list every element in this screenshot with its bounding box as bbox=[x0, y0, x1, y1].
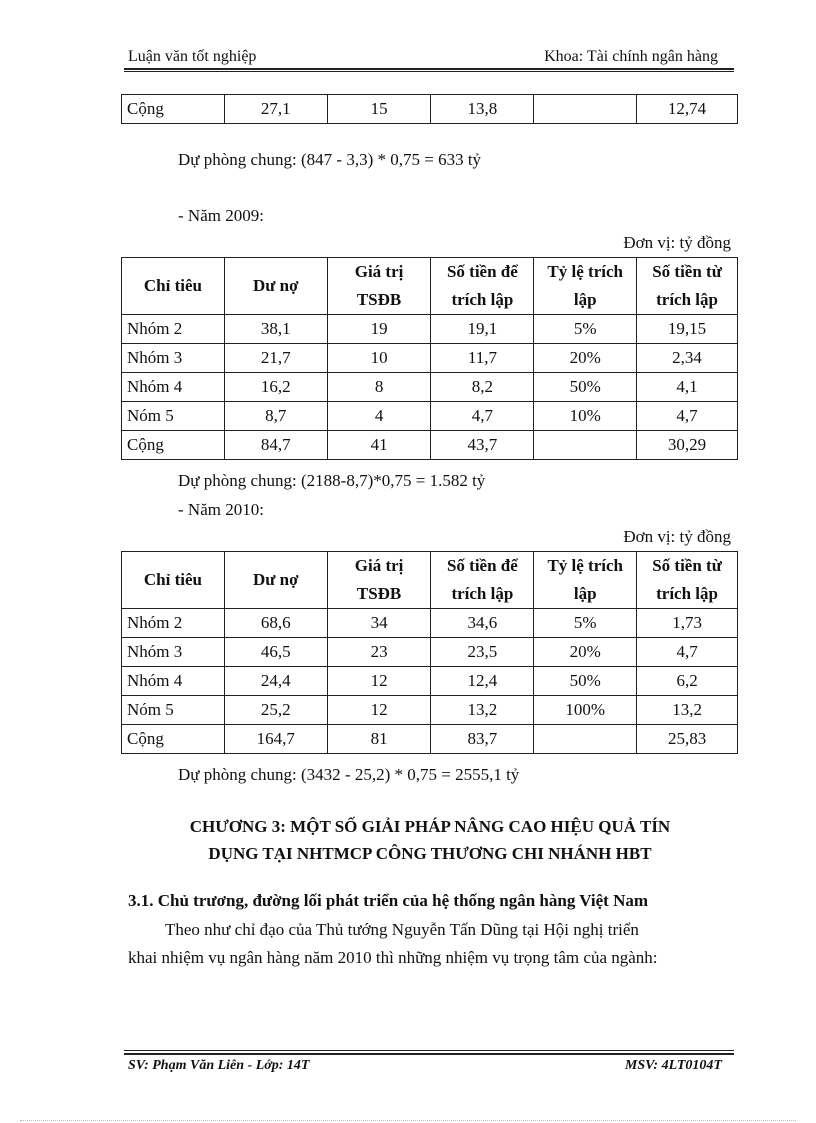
table-cell: 20% bbox=[534, 638, 637, 667]
table-cell: 11,7 bbox=[431, 344, 534, 373]
table-cell: 34,6 bbox=[431, 609, 534, 638]
table-cell: 8,2 bbox=[431, 373, 534, 402]
header-line: Số tiền để bbox=[446, 262, 518, 281]
table-row bbox=[122, 667, 738, 696]
col-header-outstanding: Dư nợ bbox=[224, 552, 327, 609]
year-2010-label: - Năm 2010: bbox=[178, 500, 264, 519]
table-cell: 4 bbox=[327, 402, 431, 431]
unit-label-2010: Đơn vị: tỷ đồng bbox=[623, 527, 731, 546]
table-cell: 10 bbox=[327, 344, 431, 373]
table-row bbox=[122, 696, 738, 725]
top-summary-table bbox=[121, 94, 738, 124]
year-2009-label: - Năm 2009: bbox=[178, 206, 264, 225]
col-header-indicator: Chỉ tiêu bbox=[122, 552, 225, 609]
section-heading: 3.1. Chủ trương, đường lối phát triển của hệ thống ngân hàng Việt Nam bbox=[128, 891, 649, 910]
table-cell: 13,2 bbox=[637, 696, 738, 725]
table-cell: 12,4 bbox=[431, 667, 534, 696]
chapter-title-line-2: DỤNG TẠI NHTMCP CÔNG THƯƠNG CHI NHÁNH HBT bbox=[208, 844, 652, 863]
header-line: lập bbox=[573, 290, 597, 309]
table-2010 bbox=[121, 551, 738, 754]
table-cell: 24,4 bbox=[224, 667, 327, 696]
table-cell: 15 bbox=[327, 95, 431, 124]
page-edge-dotted bbox=[20, 1120, 796, 1121]
col-header-rate bbox=[534, 258, 637, 315]
header-line: trích lập bbox=[656, 584, 718, 603]
table-cell bbox=[534, 725, 637, 754]
table-cell: 68,6 bbox=[224, 609, 327, 638]
table-cell: 30,29 bbox=[637, 431, 738, 460]
table-cell: 12 bbox=[327, 667, 431, 696]
header-line: TSĐB bbox=[356, 290, 402, 309]
header-line: Tỷ lệ trích bbox=[547, 556, 623, 575]
table-cell: 25,83 bbox=[637, 725, 738, 754]
header-line: trích lập bbox=[656, 290, 718, 309]
table-header-row bbox=[122, 258, 738, 315]
header-line: Số tiền từ bbox=[652, 556, 722, 575]
table-cell: Nhóm 4 bbox=[122, 373, 225, 402]
header-left: Luận văn tốt nghiệp bbox=[128, 48, 257, 65]
table-cell: 164,7 bbox=[224, 725, 327, 754]
table-cell: 10% bbox=[534, 402, 637, 431]
table-cell: Nhóm 3 bbox=[122, 638, 225, 667]
chapter-title-line-1: CHƯƠNG 3: MỘT SỐ GIẢI PHÁP NÂNG CAO HIỆU QUẢ TÍN bbox=[189, 817, 671, 836]
table-cell: 13,8 bbox=[431, 95, 534, 124]
table-cell: 1,73 bbox=[637, 609, 738, 638]
header-line: Tỷ lệ trích bbox=[547, 262, 623, 281]
header-line: Giá trị bbox=[354, 556, 404, 575]
table-cell: 81 bbox=[327, 725, 431, 754]
table-row bbox=[122, 344, 738, 373]
col-header-provision bbox=[637, 552, 738, 609]
table-cell: Cộng bbox=[122, 95, 225, 124]
table-cell: Nóm 5 bbox=[122, 696, 225, 725]
table-cell: 25,2 bbox=[224, 696, 327, 725]
col-header-provision bbox=[637, 258, 738, 315]
col-header-rate bbox=[534, 552, 637, 609]
header-line: TSĐB bbox=[356, 584, 402, 603]
table-cell: Nhóm 4 bbox=[122, 667, 225, 696]
table-cell: Nhóm 2 bbox=[122, 315, 225, 344]
table-cell: 4,7 bbox=[637, 402, 738, 431]
unit-label-2009: Đơn vị: tỷ đồng bbox=[623, 233, 731, 252]
table-header-row bbox=[122, 552, 738, 609]
table-cell: 41 bbox=[327, 431, 431, 460]
col-header-outstanding: Dư nợ bbox=[224, 258, 327, 315]
table-cell: 50% bbox=[534, 667, 637, 696]
table-cell: 50% bbox=[534, 373, 637, 402]
footer-right: MSV: 4LT0104T bbox=[624, 1058, 722, 1073]
provision-2010-line: Dự phòng chung: (3432 - 25,2) * 0,75 = 2555,1 tỷ bbox=[178, 765, 520, 784]
header-line: Số tiền từ bbox=[652, 262, 722, 281]
col-header-collateral bbox=[327, 258, 431, 315]
table-cell: 19,1 bbox=[431, 315, 534, 344]
footer-rule bbox=[124, 1050, 734, 1051]
table-row bbox=[122, 609, 738, 638]
provision-2009-line: Dự phòng chung: (2188-8,7)*0,75 = 1.582 tỷ bbox=[178, 471, 486, 490]
table-cell: Nóm 5 bbox=[122, 402, 225, 431]
header-rule bbox=[124, 68, 734, 70]
footer-rule-thick bbox=[124, 1053, 734, 1055]
col-header-collateral bbox=[327, 552, 431, 609]
table-cell: 12,74 bbox=[637, 95, 738, 124]
paragraph-line-2: khai nhiệm vụ ngân hàng năm 2010 thì những nhiệm vụ trọng tâm của ngành: bbox=[128, 948, 658, 967]
paragraph-line-1: Theo như chỉ đạo của Thủ tướng Nguyễn Tấn Dũng tại Hội nghị triển bbox=[165, 920, 639, 939]
table-cell: 34 bbox=[327, 609, 431, 638]
footer-left: SV: Phạm Văn Liên - Lớp: 14T bbox=[128, 1058, 310, 1073]
header-line: lập bbox=[573, 584, 597, 603]
table-cell: Nhóm 2 bbox=[122, 609, 225, 638]
table-cell: 100% bbox=[534, 696, 637, 725]
col-header-base-amount bbox=[431, 258, 534, 315]
table-row bbox=[122, 95, 738, 124]
col-header-base-amount bbox=[431, 552, 534, 609]
table-cell: 27,1 bbox=[224, 95, 327, 124]
table-cell: 46,5 bbox=[224, 638, 327, 667]
table-cell: 4,1 bbox=[637, 373, 738, 402]
header-line: trích lập bbox=[451, 584, 514, 603]
table-row bbox=[122, 373, 738, 402]
table-row bbox=[122, 638, 738, 667]
table-cell: 2,34 bbox=[637, 344, 738, 373]
table-cell: 19,15 bbox=[637, 315, 738, 344]
table-cell: 84,7 bbox=[224, 431, 327, 460]
table-cell: 83,7 bbox=[431, 725, 534, 754]
table-cell: 19 bbox=[327, 315, 431, 344]
table-cell: 4,7 bbox=[637, 638, 738, 667]
table-cell: 13,2 bbox=[431, 696, 534, 725]
table-cell bbox=[534, 431, 637, 460]
table-cell: 4,7 bbox=[431, 402, 534, 431]
table-cell: 23,5 bbox=[431, 638, 534, 667]
header-line: Giá trị bbox=[354, 262, 404, 281]
table-cell: Nhóm 3 bbox=[122, 344, 225, 373]
table-cell: 12 bbox=[327, 696, 431, 725]
table-cell: 6,2 bbox=[637, 667, 738, 696]
table-row bbox=[122, 315, 738, 344]
table-cell bbox=[534, 95, 637, 124]
header-right: Khoa: Tài chính ngân hàng bbox=[544, 48, 718, 65]
col-header-indicator: Chỉ tiêu bbox=[122, 258, 225, 315]
table-cell: 5% bbox=[534, 609, 637, 638]
header-line: Số tiền để bbox=[446, 556, 518, 575]
table-cell: 8,7 bbox=[224, 402, 327, 431]
table-row bbox=[122, 431, 738, 460]
table-cell: Cộng bbox=[122, 725, 225, 754]
table-cell: Cộng bbox=[122, 431, 225, 460]
table-2009 bbox=[121, 257, 738, 460]
table-cell: 16,2 bbox=[224, 373, 327, 402]
table-cell: 20% bbox=[534, 344, 637, 373]
table-cell: 21,7 bbox=[224, 344, 327, 373]
table-cell: 8 bbox=[327, 373, 431, 402]
table-cell: 43,7 bbox=[431, 431, 534, 460]
table-cell: 5% bbox=[534, 315, 637, 344]
table-row bbox=[122, 725, 738, 754]
table-cell: 23 bbox=[327, 638, 431, 667]
header-rule-thin bbox=[124, 71, 734, 72]
provision-2008-line: Dự phòng chung: (847 - 3,3) * 0,75 = 633 tỷ bbox=[178, 150, 482, 169]
table-cell: 38,1 bbox=[224, 315, 327, 344]
table-row bbox=[122, 402, 738, 431]
header-line: trích lập bbox=[451, 290, 514, 309]
